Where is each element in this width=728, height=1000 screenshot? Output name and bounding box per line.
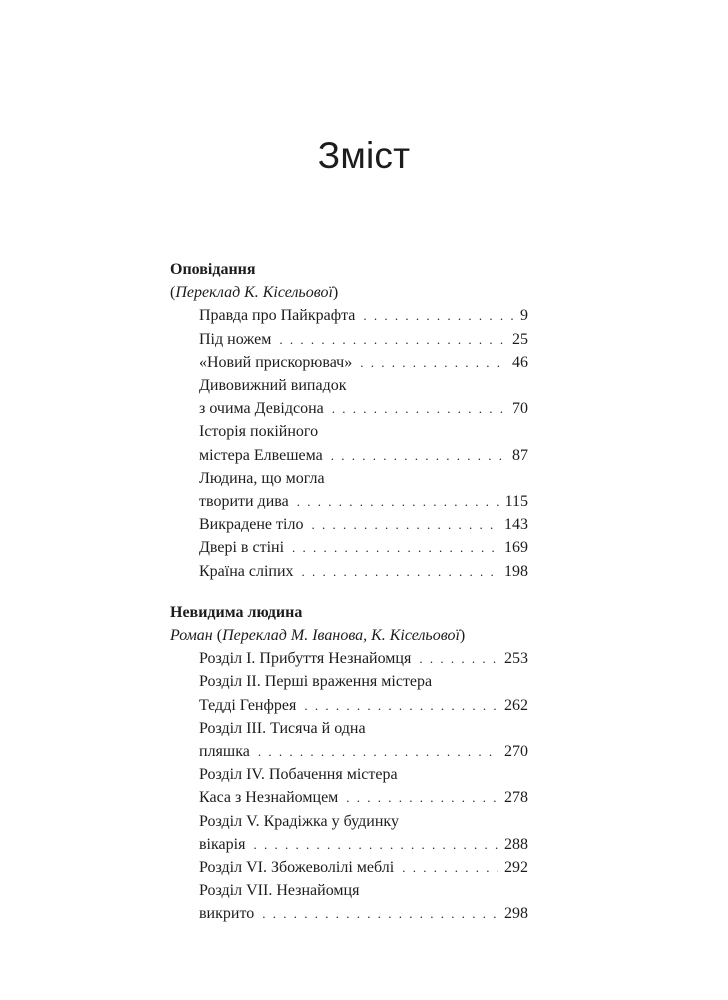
entry-title: Каса з Незнайомцем [199,789,339,807]
entry-title-line1: Людина, що могла [199,469,325,487]
toc-entry[interactable] [199,374,528,420]
toc-entry[interactable] [199,351,528,374]
table-of-contents [170,258,528,944]
toc-entry[interactable] [199,763,528,809]
genre-label: Роман [170,627,217,645]
section-subtitle [170,281,528,304]
entry-title: Під ножем [199,330,272,348]
page-number: 46 [512,353,528,371]
page-number: 169 [504,539,528,557]
entry-title: Країна сліпих [199,562,294,580]
toc-entry[interactable] [199,536,528,559]
entry-title-line1: Дивовижний випадок [199,377,347,395]
page-number: 278 [504,789,528,807]
toc-section-novel [170,601,528,926]
entry-title: Двері в стіні [199,539,285,557]
toc-entries [170,647,528,925]
toc-entry[interactable] [199,717,528,763]
toc-entry[interactable] [199,560,528,583]
entry-title: «Новий прискорювач» [199,353,353,371]
page-number: 292 [504,859,528,877]
toc-entry[interactable] [199,670,528,716]
page-number: 25 [512,330,528,348]
entry-title: викрито [199,905,255,923]
toc-entry[interactable] [199,879,528,925]
page-number: 9 [520,307,528,325]
page-number: 198 [504,562,528,580]
dot-leader [258,740,498,763]
entry-title-line1: Розділ II. Перші враження містера [199,673,433,691]
entry-title: Розділ VI. Збожеволілі меблі [199,859,395,877]
dot-leader [292,536,498,559]
dot-leader [363,304,514,327]
page-number: 262 [504,696,528,714]
dot-leader [346,786,498,809]
dot-leader [331,444,506,467]
dot-leader [419,647,498,670]
section-title: Оповідання [170,261,256,278]
toc-entry[interactable] [199,647,528,670]
dot-leader [304,694,498,717]
entry-title: містера Елвешема [199,446,323,464]
translator-note: Переклад К. Кісельової [175,284,333,302]
dot-leader [297,490,499,513]
toc-entry[interactable] [199,304,528,327]
entry-title-line1: Розділ VII. Незнайомця [199,882,360,900]
dot-leader [311,513,498,536]
entry-title-line1: Розділ III. Тисяча й одна [199,719,366,737]
toc-entry[interactable] [199,856,528,879]
dot-leader [302,560,498,583]
dot-leader [262,902,498,925]
entry-title: творити дива [199,493,289,511]
dot-leader [332,397,506,420]
toc-entry[interactable] [199,420,528,466]
dot-leader [402,856,498,879]
entry-title: з очима Девідсона [199,400,324,418]
dot-leader [360,351,506,374]
entry-title: Викрадене тіло [199,516,304,534]
toc-section-stories [170,258,528,583]
toc-entry[interactable] [199,328,528,351]
toc-entry[interactable] [199,467,528,513]
section-subtitle [170,624,528,647]
entry-title: вікарія [199,835,246,853]
page-number: 253 [504,650,528,668]
toc-entries [170,304,528,582]
page-number: 270 [504,743,528,761]
page-number: 87 [512,446,528,464]
dot-leader [253,833,498,856]
dot-leader [279,328,506,351]
open-paren: ( [216,627,223,645]
entry-title: Розділ I. Прибуття Незнайомця [199,650,412,668]
entry-title-line1: Історія покійного [199,423,319,441]
open-paren: ( [170,284,176,302]
close-paren: ) [332,284,339,302]
toc-entry[interactable] [199,513,528,536]
entry-title-line1: Розділ IV. Побачення містера [199,766,398,784]
close-paren: ) [459,627,466,645]
page-number: 298 [504,905,528,923]
entry-title: Тедді Генфрея [199,696,297,714]
translator-note: Переклад М. Іванова, К. Кісельової [222,627,460,645]
entry-title: Правда про Пайкрафта [199,307,356,325]
section-title: Невидима людина [170,603,303,621]
page-title: Зміст [317,135,411,176]
page-number: 70 [512,400,528,418]
page-number: 288 [504,835,528,853]
toc-entry[interactable] [199,810,528,856]
page-number: 143 [504,516,528,534]
entry-title: пляшка [199,743,250,761]
entry-title-line1: Розділ V. Крадіжка у будинку [199,812,399,830]
page-number: 115 [504,493,528,511]
